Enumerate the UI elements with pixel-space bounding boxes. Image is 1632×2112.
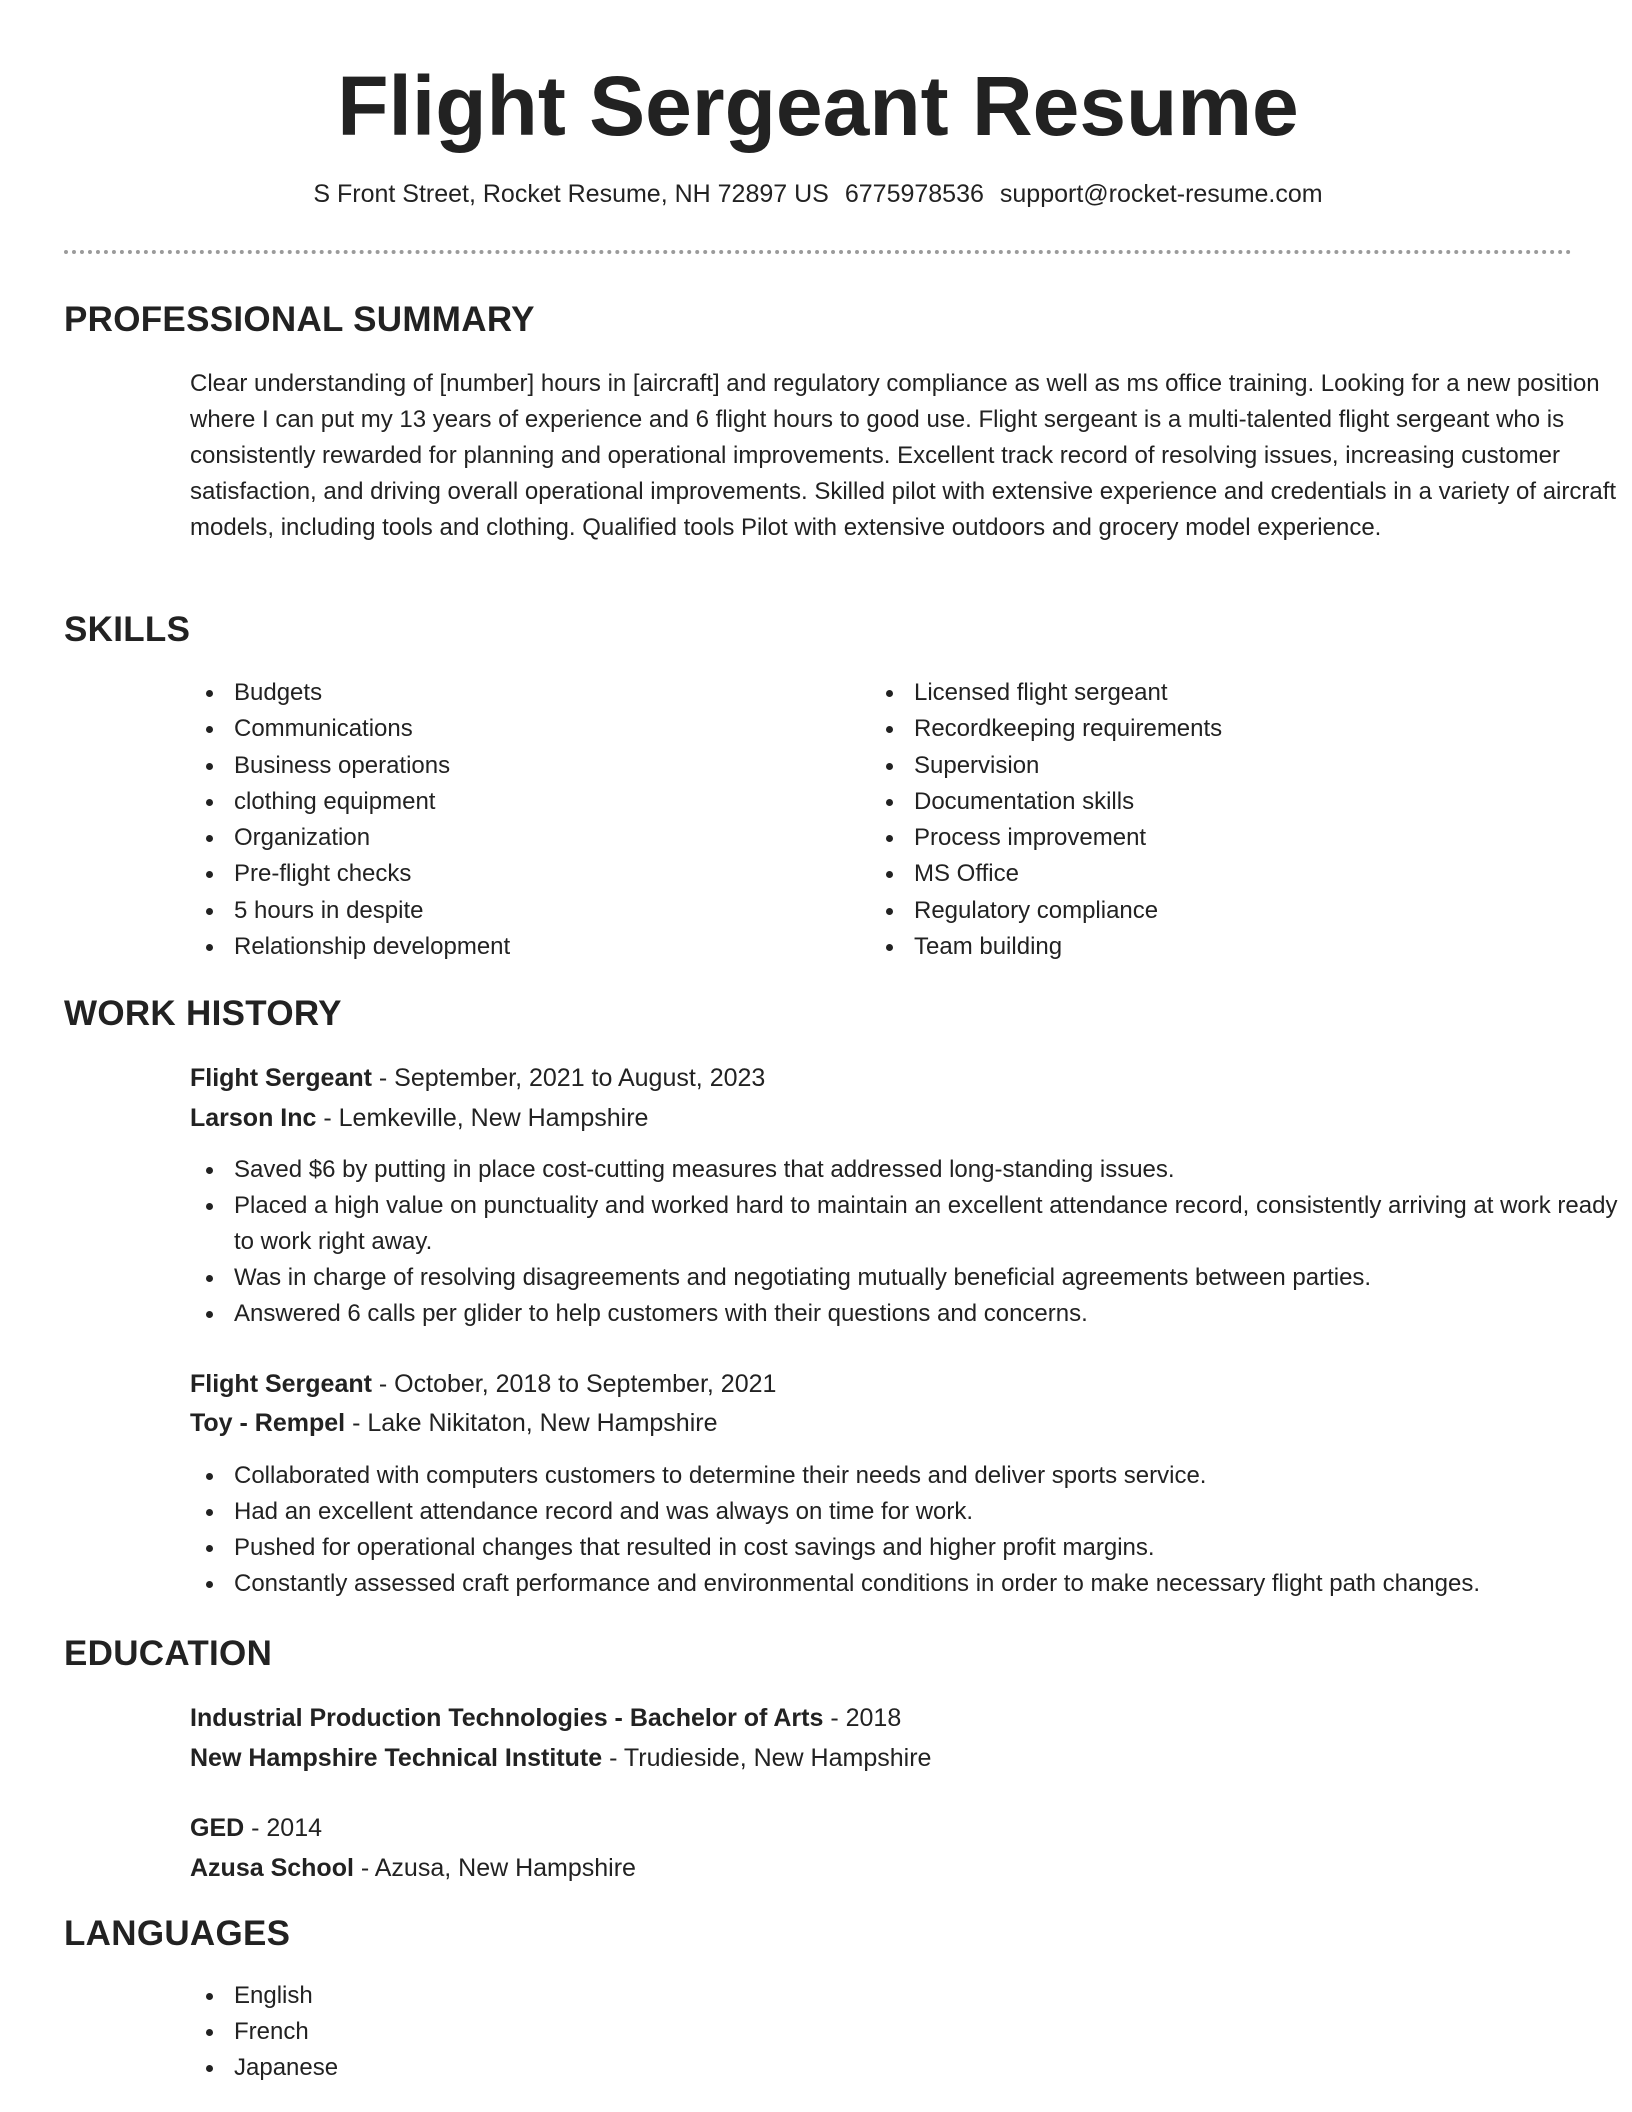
skill-item: Pre-flight checks: [190, 856, 830, 892]
job-bullet: Placed a high value on punctuality and worked hard to maintain an excellent attendance record, consistently arriving at work ready to work right away.: [190, 1188, 1630, 1260]
skill-item: Supervision: [870, 748, 1510, 784]
resume-page: [64, 0, 1618, 2081]
summary-text: Clear understanding of [number] hours in [aircraft] and regulatory compliance as well as ms office training. Looking for a new position where I can put my 13 years of experience and 6 flight hours to good use. Flight sergeant is a multi-talented flight sergeant who is consistently rewarded for planning and operational improvements. Excellent track record of resolving issues, increasing customer satisfaction, and driving overall operational improvements. Skilled pilot with extensive experience and credentials in a variety of aircraft models, including tools and clothing. Qualified tools Pilot with extensive outdoors and grocery model experience.: [190, 370, 1617, 541]
contact-email: support@rocket-resume.com: [999, 180, 1323, 208]
job-bullet: Was in charge of resolving disagreements and negotiating mutually beneficial agreements between parties.: [190, 1260, 1630, 1296]
education-location: - Trudieside, New Hampshire: [602, 1744, 932, 1772]
skill-item: Recordkeeping requirements: [870, 711, 1510, 747]
resume-title: Flight Sergeant Resume: [337, 59, 1299, 153]
language-item: Japanese: [190, 2050, 790, 2086]
education-location: - Azusa, New Hampshire: [353, 1854, 636, 1882]
job-bullets: [190, 1458, 1630, 1602]
section-title-skills: SKILLS: [64, 610, 191, 649]
education-school-line: [190, 1848, 636, 1888]
job-company: Larson Inc: [190, 1104, 317, 1132]
education-degree-line: [190, 1808, 322, 1848]
job-location: - Lemkeville, New Hampshire: [316, 1104, 649, 1132]
education-degree: GED: [190, 1814, 245, 1842]
skill-item: Process improvement: [870, 820, 1510, 856]
skill-item: Budgets: [190, 675, 830, 711]
contact-phone: 6775978536: [844, 180, 984, 208]
contact-address: S Front Street, Rocket Resume, NH 72897 US: [313, 180, 829, 208]
section-title-education: EDUCATION: [64, 1634, 273, 1673]
job-dates: - September, 2021 to August, 2023: [371, 1064, 766, 1092]
job-company-line: [190, 1098, 648, 1138]
job-bullet: Pushed for operational changes that resulted in cost savings and higher profit margins.: [190, 1530, 1630, 1566]
education-school: New Hampshire Technical Institute: [190, 1744, 603, 1772]
skill-item: 5 hours in despite: [190, 893, 830, 929]
job-location: - Lake Nikitaton, New Hampshire: [345, 1409, 718, 1437]
language-item: French: [190, 2014, 790, 2050]
job-bullet: Collaborated with computers customers to determine their needs and deliver sports service.: [190, 1458, 1630, 1494]
skills-list-right: [870, 675, 1510, 965]
contact-line: [64, 178, 1572, 210]
skill-item: Licensed flight sergeant: [870, 675, 1510, 711]
skill-item: Documentation skills: [870, 784, 1510, 820]
skills-list-left: [190, 675, 830, 965]
job-title-line: [190, 1364, 776, 1404]
job-dates: - October, 2018 to September, 2021: [371, 1370, 777, 1398]
job-bullet: Saved $6 by putting in place cost-cutting measures that addressed long-standing issues.: [190, 1152, 1630, 1188]
education-degree-line: [190, 1698, 901, 1738]
skill-item: MS Office: [870, 856, 1510, 892]
skill-item: Relationship development: [190, 929, 830, 965]
job-title-line: [190, 1058, 765, 1098]
skill-item: Organization: [190, 820, 830, 856]
job-company-line: [190, 1403, 718, 1443]
header-divider: [64, 250, 1572, 254]
job-company: Toy - Rempel: [190, 1409, 346, 1437]
skill-item: clothing equipment: [190, 784, 830, 820]
education-year: - 2014: [244, 1814, 323, 1842]
education-degree: Industrial Production Technologies - Bachelor of Arts: [190, 1704, 824, 1732]
language-item: English: [190, 1978, 790, 2014]
job-title: Flight Sergeant: [190, 1064, 372, 1092]
job-bullet: Answered 6 calls per glider to help customers with their questions and concerns.: [190, 1296, 1630, 1332]
languages-list: [190, 1978, 790, 2086]
section-title-languages: LANGUAGES: [64, 1914, 291, 1953]
education-school-line: [190, 1738, 931, 1778]
job-bullet: Had an excellent attendance record and was always on time for work.: [190, 1494, 1630, 1530]
education-school: Azusa School: [190, 1854, 354, 1882]
skill-item: Business operations: [190, 748, 830, 784]
education-year: - 2018: [823, 1704, 902, 1732]
skill-item: Team building: [870, 929, 1510, 965]
job-bullets: [190, 1152, 1630, 1332]
section-title-work: WORK HISTORY: [64, 994, 342, 1033]
skill-item: Regulatory compliance: [870, 893, 1510, 929]
skill-item: Communications: [190, 711, 830, 747]
job-bullet: Constantly assessed craft performance and environmental conditions in order to make necessary flight path changes.: [190, 1566, 1630, 1602]
section-title-summary: PROFESSIONAL SUMMARY: [64, 300, 535, 339]
job-title: Flight Sergeant: [190, 1370, 372, 1398]
